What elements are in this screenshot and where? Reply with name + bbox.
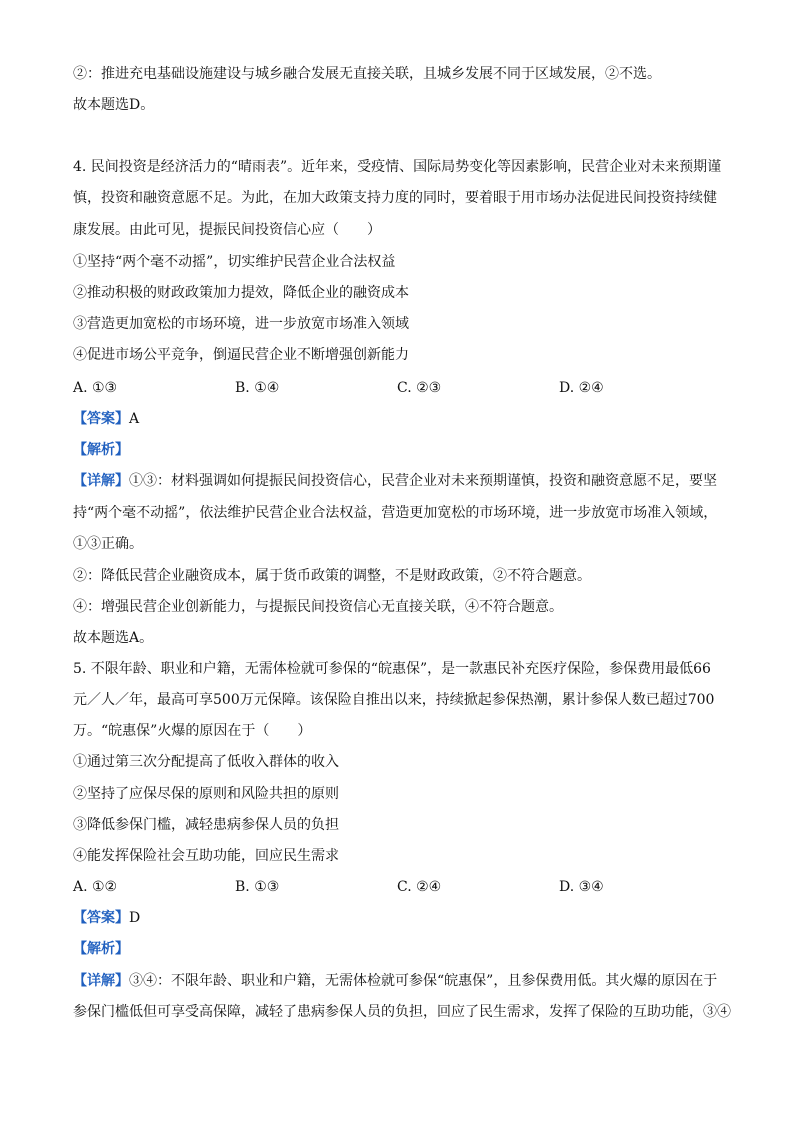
q4-conclusion: 故本题选A。	[73, 630, 154, 646]
q4-stem-line-2: 慎，投资和融资意愿不足。为此，在加大政策支持力度的同时，要着眼于用市场办法促进民间投资持续健	[73, 190, 717, 206]
q5-item-4: ④能发挥保险社会互助功能，回应民生需求	[73, 848, 339, 864]
q5-item-3: ③降低参保门槛，减轻患病参保人员的负担	[73, 817, 339, 833]
answer-value: A	[129, 411, 140, 427]
q5-option-d: D. ③④	[559, 879, 604, 895]
q4-analysis	[73, 440, 733, 460]
q4-answer	[73, 409, 733, 429]
analysis-label: 【解析】	[73, 941, 129, 957]
answer-value: D	[129, 910, 141, 926]
q5-stem-line-2: 元／人／年，最高可享500万元保障。该保险自推出以来，持续掀起参保热潮，累计参保人数已超过700	[73, 692, 715, 708]
q5-answer	[73, 908, 733, 928]
q5-option-c: C. ②④	[397, 879, 442, 895]
q4-option-c: C. ②③	[397, 380, 442, 396]
q4-detail-line-3: ①③正确。	[73, 536, 143, 552]
q5-stem-line-3: 万。“皖惠保”火爆的原因在于（ ）	[73, 723, 312, 739]
answer-label: 【答案】	[73, 411, 129, 427]
q5-detail-line-1	[73, 971, 733, 991]
detail-text: ③④：不限年龄、职业和户籍，无需体检就可参保“皖惠保”，且参保费用低。其火爆的原因在于	[129, 973, 718, 989]
q5-option-b: B. ①③	[235, 879, 280, 895]
q4-detail-line-1	[73, 471, 733, 491]
q4-detail-line-2: 持“两个毫不动摇”，依法维护民营企业合法权益，营造更加宽松的市场环境，进一步放宽市场准入领域，	[73, 505, 718, 521]
q4-item-3: ③营造更加宽松的市场环境，进一步放宽市场准入领域	[73, 316, 409, 332]
q4-option-d: D. ②④	[559, 380, 604, 396]
q4-stem-line-1: 4. 民间投资是经济活力的“晴雨表”。近年来，受疫情、国际局势变化等因素影响，民营企业对未来预期谨	[73, 159, 722, 175]
q4-detail-line-4: ②：降低民营企业融资成本，属于货币政策的调整，不是财政政策，②不符合题意。	[73, 568, 591, 584]
q5-item-1: ①通过第三次分配提高了低收入群体的收入	[73, 754, 339, 770]
q5-stem-line-1: 5. 不限年龄、职业和户籍，无需体检就可参保的“皖惠保”，是一款惠民补充医疗保险，参保费用最低66	[73, 661, 711, 677]
q4-item-2: ②推动积极的财政政策加力提效，降低企业的融资成本	[73, 285, 409, 301]
q4-option-b: B. ①④	[235, 380, 280, 396]
q5-item-2: ②坚持了应保尽保的原则和风险共担的原则	[73, 786, 339, 802]
q4-detail-line-5: ④：增强民营企业创新能力，与提振民间投资信心无直接关联，④不符合题意。	[73, 599, 563, 615]
detail-text: ①③：材料强调如何提振民间投资信心，民营企业对未来预期谨慎，投资和融资意愿不足，要坚	[129, 473, 717, 489]
detail-label: 【详解】	[73, 973, 129, 989]
prev-conclusion: 故本题选D。	[73, 97, 155, 113]
q4-item-4: ④促进市场公平竞争，倒逼民营企业不断增强创新能力	[73, 347, 409, 363]
detail-label: 【详解】	[73, 473, 129, 489]
answer-label: 【答案】	[73, 910, 129, 926]
q5-analysis	[73, 939, 733, 959]
q5-option-a: A. ①②	[73, 879, 118, 895]
q5-detail-line-2: 参保门槛低但可享受高保障，减轻了患病参保人员的负担，回应了民生需求，发挥了保险的互助功能，③④	[73, 1004, 731, 1020]
q4-stem-line-3: 康发展。由此可见，提振民间投资信心应（ ）	[73, 222, 381, 238]
q4-item-1: ①坚持“两个毫不动摇”，切实维护民营企业合法权益	[73, 254, 396, 270]
prev-analysis-line: ②：推进充电基础设施建设与城乡融合发展无直接关联，且城乡发展不同于区域发展，②不选。	[73, 66, 661, 82]
analysis-label: 【解析】	[73, 442, 129, 458]
q4-option-a: A. ①③	[73, 380, 118, 396]
